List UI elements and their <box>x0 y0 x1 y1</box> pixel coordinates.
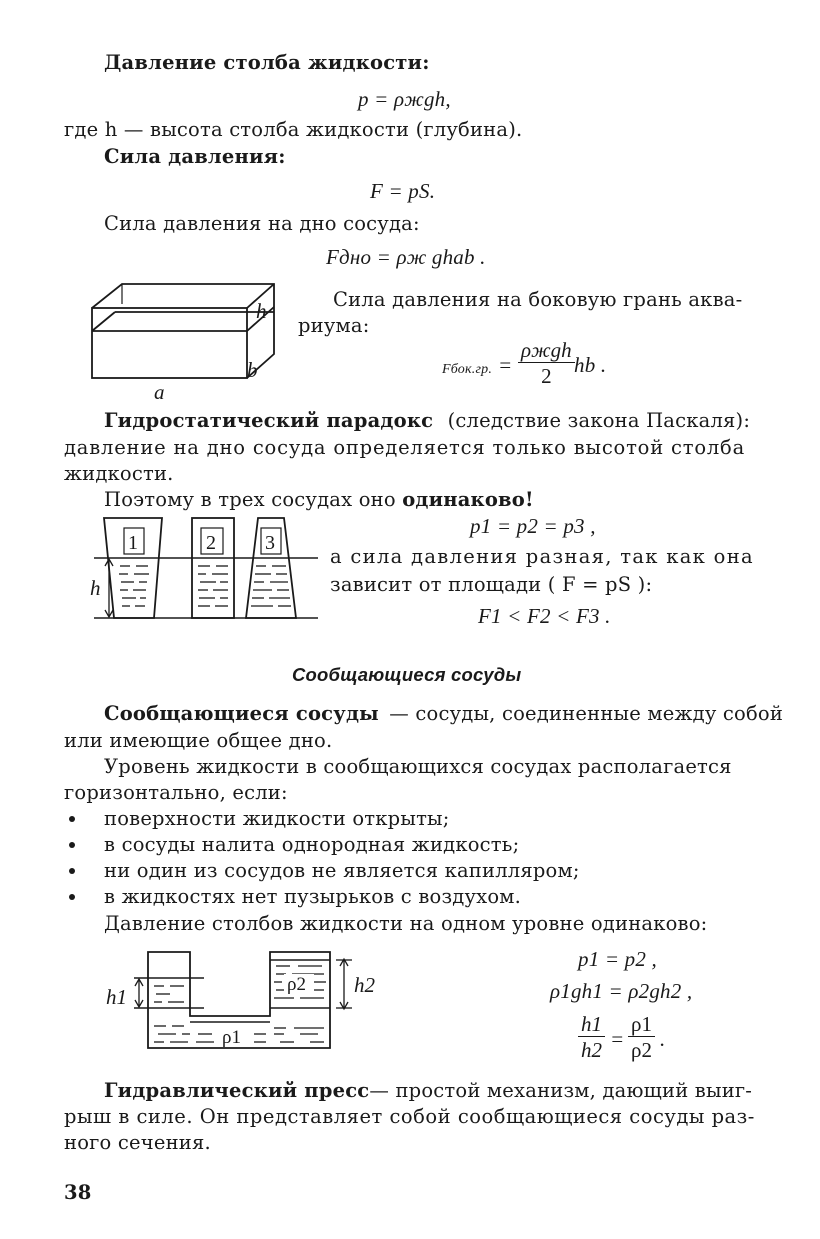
text-paradox-line4 <box>104 487 534 513</box>
text-bottom-force: Сила давления на дно сосуда: <box>104 212 420 235</box>
formula-side-force-den: 2 <box>541 364 552 388</box>
formula-h-ratio-den: h2 <box>581 1038 602 1062</box>
page-number: 38 <box>64 1181 92 1204</box>
bullet-dot <box>69 816 75 822</box>
text-where-h: где h — высота столба жидкости (глубина). <box>64 118 523 141</box>
formula-h-ratio-num: h1 <box>578 1012 605 1037</box>
diagram-label-h1: h1 <box>106 985 127 1009</box>
text-definition-rest: — сосуды, соединенные между собой <box>389 702 784 725</box>
formula-rho-ratio-num: ρ1 <box>628 1012 655 1037</box>
text-level-line2: горизонтально, если: <box>64 781 288 804</box>
text-press-line1-rest: — простой механизм, дающий выиг- <box>369 1079 753 1102</box>
text-pressure-same-level: Давление столбов жидкости на одном уровне одинаково: <box>104 912 708 935</box>
diagram-label-rho2: ρ2 <box>287 974 306 995</box>
vessel-label-1: 1 <box>128 532 138 554</box>
formula-h-ratio <box>578 1012 605 1063</box>
text-press-line1 <box>104 1078 752 1104</box>
communicating-vessels-diagram <box>104 946 384 1054</box>
formula-pressure-force: F = pS. <box>370 179 436 203</box>
text-press-line2: рыш в силе. Он представляет собой сообщающиеся сосуды раз- <box>64 1105 755 1128</box>
term-communicating-vessels: Сообщающиеся сосуды <box>104 702 379 725</box>
text-paradox-line6: зависит от площади ( F = pS ): <box>330 573 653 596</box>
formula-side-force-fraction <box>518 338 575 389</box>
vessel-label-3: 3 <box>265 532 275 554</box>
heading-liquid-column-pressure: Давление столба жидкости: <box>104 51 430 74</box>
formula-side-force-left: Fбок.гр. <box>442 362 493 377</box>
three-vessels-diagram <box>86 514 326 626</box>
formula-rho-ratio <box>628 1012 655 1063</box>
aquarium-label-b: b <box>247 358 258 382</box>
formula-column-pressure: p = ρжgh, <box>358 87 451 111</box>
vessels-h-label: h <box>90 576 101 600</box>
formula-force-inequality: F1 < F2 < F3 . <box>478 604 611 628</box>
text-paradox-line1 <box>104 408 750 434</box>
text-aquarium-line1: Сила давления на боковую грань аква- <box>333 288 743 311</box>
term-hydrostatic-paradox: Гидростатический парадокс <box>104 409 434 432</box>
text-paradox-line1-rest: (следствие закона Паскаля): <box>447 409 751 432</box>
text-paradox-equal: одинаково! <box>402 488 534 511</box>
bullet-item-1: поверхности жидкости открыты; <box>104 807 450 830</box>
text-paradox-line2: давление на дно сосуда определяется только высотой столба <box>64 436 746 459</box>
formula-equal-pressures: p1 = p2 = p3 , <box>470 514 596 538</box>
text-paradox-line5-content: а сила давления разная, так как она <box>330 545 754 568</box>
text-definition-line1 <box>104 701 783 727</box>
aquarium-diagram <box>84 280 284 405</box>
bullet-dot <box>69 894 75 900</box>
diagram-label-rho1: ρ1 <box>222 1027 241 1048</box>
heading-communicating-vessels: Сообщающиеся сосуды <box>292 664 522 685</box>
text-aquarium-line2: риума: <box>298 314 370 337</box>
formula-bottom-force: Fдно = ρж ghab . <box>326 245 486 269</box>
bullet-item-2: в сосуды налита однородная жидкость; <box>104 833 520 856</box>
formula-rho-g-h: ρ1gh1 = ρ2gh2 , <box>550 979 693 1003</box>
formula-ratio-eq: = <box>610 1027 625 1051</box>
formula-p1-equals-p2: p1 = p2 , <box>578 947 657 971</box>
formula-ratio-end: . <box>660 1027 666 1051</box>
term-hydraulic-press: Гидравлический пресс <box>104 1079 370 1102</box>
bullet-dot <box>69 842 75 848</box>
bullet-dot <box>69 868 75 874</box>
heading-pressure-force: Сила давления: <box>104 145 286 168</box>
formula-side-force-num: ρжgh <box>518 338 575 363</box>
bullet-item-4: в жидкостях нет пузырьков с воздухом. <box>104 885 522 908</box>
formula-side-force-eq: = <box>498 353 513 377</box>
aquarium-label-a: a <box>154 380 165 404</box>
formula-side-force-right: hb . <box>574 353 607 377</box>
diagram-label-h2: h2 <box>354 973 375 997</box>
text-paradox-line4-start: Поэтому в трех сосудах оно <box>104 488 396 511</box>
text-level-line1: Уровень жидкости в сообщающихся сосудах располагается <box>104 755 732 778</box>
text-paradox-line3: жидкости. <box>64 462 174 485</box>
text-press-line3: ного сечения. <box>64 1131 211 1154</box>
text-paradox-line5 <box>330 544 752 570</box>
aquarium-label-h: h <box>256 299 267 323</box>
formula-rho-ratio-den: ρ2 <box>631 1038 652 1062</box>
text-definition-line2: или имеющие общее дно. <box>64 729 333 752</box>
bullet-item-3: ни один из сосудов не является капилляром; <box>104 859 580 882</box>
vessel-label-2: 2 <box>206 532 216 554</box>
